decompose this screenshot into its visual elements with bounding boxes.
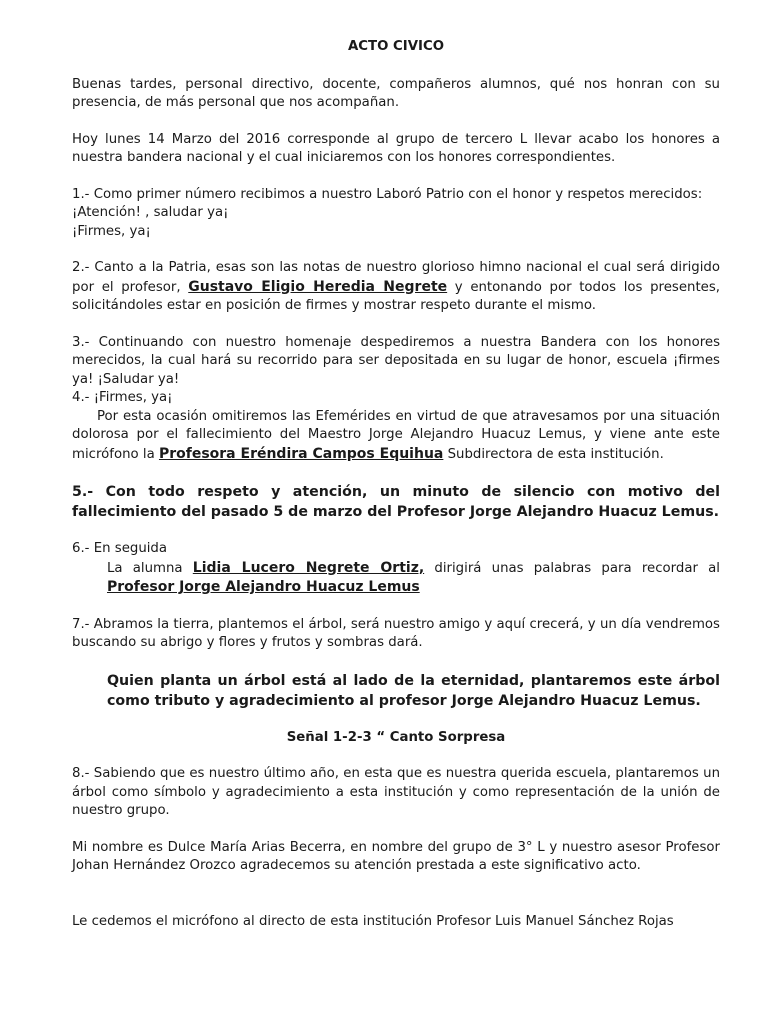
closing-paragraph: Mi nombre es Dulce María Arias Becerra, en nombre del grupo de 3° L y nuestro asesor Profesor Johan Hernández Orozco agradecemos su atención prestada a este significativo acto. [72, 839, 720, 873]
item-6-middle: dirigirá unas palabras para recordar al [424, 560, 720, 576]
item-2-before: 2.- Canto a la Patria, esas son las notas de nuestro glorioso himno nacional el cual será dirigido por el profesor, [72, 260, 720, 295]
greeting-paragraph: Buenas tardes, personal directivo, docente, compañeros alumnos, qué nos honran con su presencia, de más personal que nos acompañan. [72, 76, 720, 110]
item-2-director-name: Gustavo Eligio Heredia Negrete [188, 278, 448, 295]
item-4-before: Por esta ocasión omitiremos las Efemérides en virtud de que atravesamos por una situación dolorosa por el fallecimiento del Maestro Jorge Alejandro Huacuz Lemus, y viene ante este micrófono la [72, 408, 720, 462]
signal-heading: Señal 1-2-3 “ Canto Sorpresa [286, 729, 506, 745]
item-6-text: 6.- En seguida [72, 541, 168, 556]
item-4-subdirector-name: Profesora Eréndira Campos Equihua [158, 445, 444, 462]
item-4-after: Subdirectora de esta institución. [443, 446, 664, 462]
item-7: 7.- Abramos la tierra, plantemos el árbol, será nuestro amigo y aquí crecerá, y un día vendremos buscando su abrigo y flores y frutos y sombras dará. [72, 616, 720, 650]
item-6-paragraph [72, 559, 720, 598]
item-6-student-name: Lidia Lucero Negrete Ortiz, [192, 559, 425, 576]
tree-quote: Quien planta un árbol está al lado de la eternidad, plantaremos este árbol como tributo y agradecimiento al profesor Jorge Alejandro Huacuz Lemus. [107, 672, 720, 709]
final-paragraph: Le cedemos el micrófono al directo de esta institución Profesor Luis Manuel Sánchez Rojas [72, 913, 674, 929]
item-5: 5.- Con todo respeto y atención, un minuto de silencio con motivo del fallecimiento del pasado 5 de marzo del Profesor Jorge Alejandro Huacuz Lemus. [72, 484, 720, 520]
item-1-line-3: ¡Firmes, ya¡ [72, 223, 151, 239]
item-6-professor-name: Profesor Jorge Alejandro Huacuz Lemus [107, 579, 420, 595]
item-4-text: 4.- ¡Firmes, ya¡ [72, 390, 173, 405]
document-title: ACTO CIVICO [347, 39, 445, 54]
item-4-paragraph [72, 408, 720, 465]
item-6-before: La alumna [107, 560, 193, 576]
item-2-after: y entonando por todos los presentes, solicitándoles estar en posición de firmes y mostrar respeto durante el mismo. [72, 279, 720, 313]
document-page [72, 38, 720, 931]
item-2 [72, 259, 720, 316]
item-1-text: 1.- Como primer número recibimos a nuestro Laboró Patrio con el honor y respetos merecidos: [72, 186, 703, 202]
item-1 [72, 186, 720, 242]
item-1-line-2: ¡Atención! , saludar ya¡ [72, 205, 229, 220]
item-3: 3.- Continuando con nuestro homenaje despediremos a nuestra Bandera con los honores merecidos, la cual hará su recorrido para ser depositada en su lugar de honor, escuela ¡firmes ya! ¡Saludar ya! [72, 334, 720, 387]
item-8: 8.- Sabiendo que es nuestro último año, en esta que es nuestra querida escuela, plantaremos un árbol como símbolo y agradecimiento a esta institución y como representación de la unión de nuestro grupo. [72, 766, 720, 818]
item-6 [72, 540, 720, 598]
intro-paragraph: Hoy lunes 14 Marzo del 2016 corresponde al grupo de tercero L llevar acabo los honores a nuestra bandera nacional y el cual iniciaremos con los honores correspondientes. [72, 131, 720, 165]
